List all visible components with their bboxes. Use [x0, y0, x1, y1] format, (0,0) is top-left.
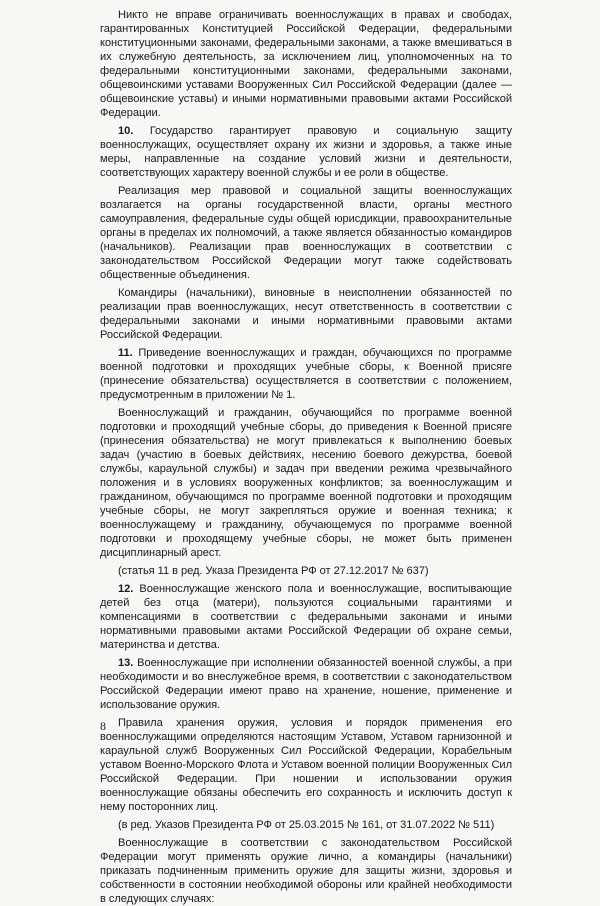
article-number: 12.: [118, 583, 134, 595]
paragraph-article-10: [100, 124, 512, 180]
paragraph-text: Военнослужащие при исполнении обязанностей военной службы, а при необходимости и во внеслужебное время, в соответствии с законодательством Российской Федерации имеют право на хранение, ношение, применение и использование оружия.: [100, 657, 512, 711]
article-number: 10.: [118, 125, 134, 137]
paragraph-oath-restrictions: [100, 406, 512, 560]
paragraph-text: (в ред. Указов Президента РФ от 25.03.2015 № 161, от 31.07.2022 № 511): [118, 819, 495, 831]
paragraph-amendment-note-13: [100, 818, 512, 832]
paragraph-article-12: [100, 582, 512, 652]
paragraph-social-protection: [100, 184, 512, 282]
paragraph-article-11: [100, 346, 512, 402]
paragraph-text: Приведение военнослужащих и граждан, обучающихся по программе военной подготовки и проходящих учебные сборы, к Военной присяге (принесение обязательства) осуществляется в соответствии с положением, предусмотренным в приложении № 1.: [100, 347, 512, 401]
paragraph-text: Реализация мер правовой и социальной защиты военнослужащих возлагается на органы государственной власти, органы местного самоуправления, федеральные суды общей юрисдикции, правоохранительные органы в пределах их полномочий, а также является обязанностью командиров (начальников). Реализации прав военнослужащих в соответствии с законодательством Российской Федерации могут также содействовать общественные объединения.: [100, 185, 512, 281]
paragraph-commanders-liability: [100, 286, 512, 342]
paragraph-text: Государство гарантирует правовую и социальную защиту военнослужащих, осуществляет охрану их жизни и здоровья, а также иные меры, направленные на создание условий жизни и деятельности, соответствующих характеру военной службы и ее роли в обществе.: [100, 125, 512, 179]
paragraph-text: Военнослужащие в соответствии с законодательством Российской Федерации могут применять оружие лично, а командиры (начальники) приказать подчиненным применить оружие для защиты жизни, здоровья и собственности в состоянии необходимой обороны или крайней необходимости в следующих случаях:: [100, 837, 512, 905]
article-number: 13.: [118, 657, 134, 669]
paragraph-text: Командиры (начальники), виновные в неисполнении обязанностей по реализации прав военнослужащих, несут ответственность в соответствии с федеральными законами и иными нормативными правовыми актами Российской Федерации.: [100, 287, 512, 341]
page-number: 8: [100, 719, 106, 733]
paragraph-weapon-rules: [100, 716, 512, 814]
article-number: 11.: [118, 347, 133, 359]
paragraph-text: (статья 11 в ред. Указа Президента РФ от 27.12.2017 № 637): [118, 565, 429, 577]
paragraph-weapon-use-cases: [100, 836, 512, 906]
paragraph-article-13: [100, 656, 512, 712]
paragraph-text: Военнослужащие женского пола и военнослужащие, воспитывающие детей без отца (матери), пользуются социальными гарантиями и компенсациями в соответствии с федеральными законами и иными нормативными правовыми актами Российской Федерации об охране семьи, материнства и детства.: [100, 583, 512, 651]
paragraph-text: Военнослужащий и гражданин, обучающийся по программе военной подготовки и проходящий учебные сборы, до приведения к Военной присяге (принесения обязательства) не могут привлекаться к выполнению боевых задач (участию в боевых действиях, несению боевого дежурства, боевой службы, караульной службы) и задач при введении режима чрезвычайного положения и в условиях вооруженных конфликтов; за военнослужащим и гражданином, обучающимся по программе военной подготовки и проходящим учебные сборы, не могут закрепляться оружие и военная техника; к военнослужащему и гражданину, обучающемуся по программе военной подготовки и проходящему учебные сборы, не может быть применен дисциплинарный арест.: [100, 407, 512, 559]
paragraph-amendment-note-11: [100, 564, 512, 578]
paragraph-text: Никто не вправе ограничивать военнослужащих в правах и свободах, гарантированных Конституцией Российской Федерации, федеральными конституционными законами, федеральными законами, а также вмешиваться в их служебную деятельность, за исключением лиц, уполномоченных на то федеральными конституционными законами, федеральными законами, общевоинскими уставами Вооруженных Сил Российской Федерации (далее — общевоинские уставы) и иными нормативными правовыми актами Российской Федерации.: [100, 9, 512, 119]
paragraph-rights-intro: [100, 8, 512, 120]
paragraph-text: Правила хранения оружия, условия и порядок применения его военнослужащими определяются настоящим Уставом, Уставом гарнизонной и караульной служб Вооруженных Сил Российской Федерации, Корабельным уставом Военно-Морского Флота и Уставом военной полиции Вооруженных Сил Российской Федерации. При ношении и использовании оружия военнослужащие обязаны обеспечить его сохранность и исключить доступ к нему посторонних лиц.: [100, 717, 512, 813]
